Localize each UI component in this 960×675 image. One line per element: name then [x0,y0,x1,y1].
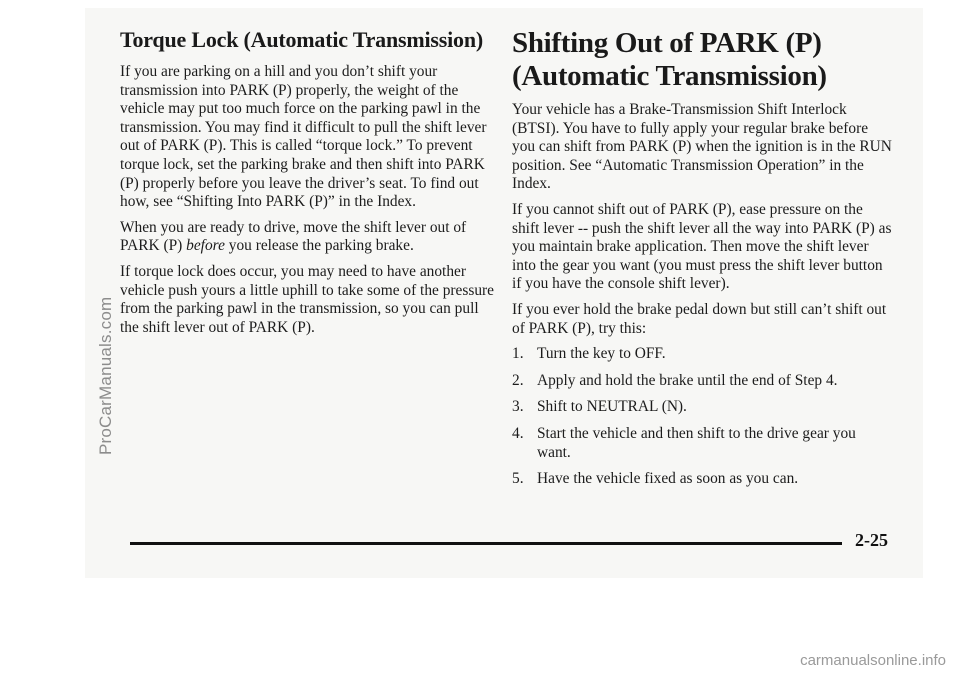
footer-rule [130,542,842,545]
step-item [512,372,892,391]
step-item [512,345,892,364]
step-item [512,398,892,417]
steps-list [512,345,892,489]
step-number: 1. [512,345,524,363]
paragraph-2-end: you release the parking brake. [224,237,414,255]
step-text: Start the vehicle and then shift to the drive gear you want. [537,424,856,461]
torque-lock-paragraph-3: If torque lock does occur, you may need to have another vehicle push yours a little uphill to take some of the pressure from the parking pawl in the transmission, so you can pull the shift lever out of PARK (P). [120,262,494,336]
step-text: Apply and hold the brake until the end of Step 4. [537,371,838,389]
step-number: 2. [512,371,524,389]
step-number: 4. [512,424,524,442]
footer-watermark-url: carmanualsonline.info [800,652,946,669]
paragraph-2-start: When you are ready to drive, move the shift lever out of PARK (P) [120,218,467,255]
step-number: 5. [512,470,524,488]
page-number: 2-25 [855,530,888,550]
side-watermark: ProCarManuals.com [96,296,115,455]
step-text: Shift to NEUTRAL (N). [537,398,687,416]
ease-pressure-paragraph: If you cannot shift out of PARK (P), ease pressure on the shift lever -- push the shift lever all the way into PARK (P) as you maintain brake application. Then move the shift lever into the gear you want (you must press the shift lever button if you have the console shift lever). [512,200,892,293]
step-item [512,470,892,489]
try-this-paragraph: If you ever hold the brake pedal down but still can’t shift out of PARK (P), try this: [512,300,887,337]
btsi-paragraph: Your vehicle has a Brake-Transmission Shift Interlock (BTSI). You have to fully apply your regular brake before you can shift from PARK (P) when the ignition is in the RUN position. See “Automatic Transmission Operation” in the Index. [512,101,892,193]
step-text: Have the vehicle fixed as soon as you can. [537,470,799,488]
step-item [512,425,892,462]
torque-lock-paragraph-2 [120,219,496,256]
right-column [512,27,892,497]
paragraph-2-emphasis: before [186,237,225,255]
torque-lock-heading: Torque Lock (Automatic Transmission) [120,27,483,52]
shifting-out-of-park-heading: Shifting Out of PARK (P) (Automatic Transmission) [512,27,827,92]
torque-lock-paragraph-1: If you are parking on a hill and you don’t shift your transmission into PARK (P) properly, the weight of the vehicle may put too much force on the parking pawl in the transmission. You may find it difficult to pull the shift lever out of PARK (P). This is called “torque lock.” To prevent torque lock, set the parking brake and then shift into PARK (P) properly before you leave the driver’s seat. To find out how, see “Shifting Into PARK (P)” in the Index. [120,63,487,211]
left-column [120,27,496,344]
step-text: Turn the key to OFF. [537,345,666,363]
step-number: 3. [512,398,524,416]
